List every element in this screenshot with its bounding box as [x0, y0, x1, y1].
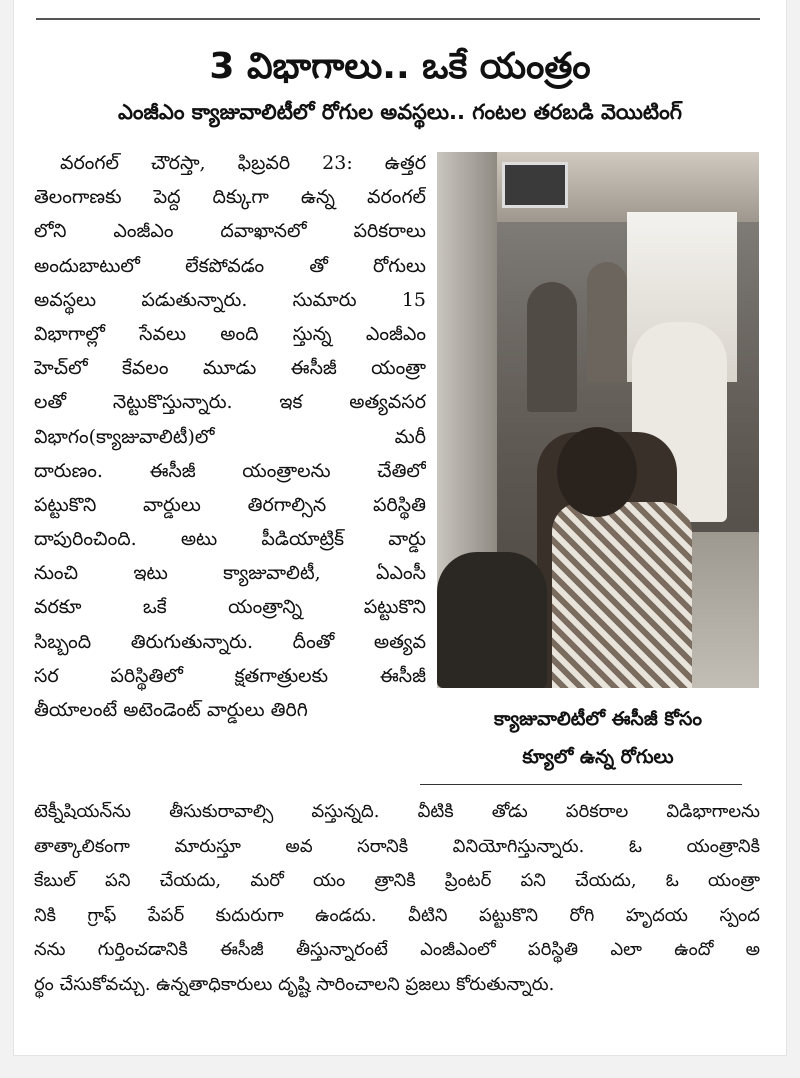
body-line: టెక్నీషియన్‌ను తీసుకురావాల్సి వస్తున్నది. వీటికి తోడు పరికరాల విడిభాగాలను	[34, 801, 760, 822]
photo-person	[527, 282, 577, 412]
article-headline: 3 విభాగాలు.. ఒకే యంత్రం	[209, 46, 591, 87]
body-line: తీయాలంటే అటెండెంట్ వార్డులు తిరిగి	[34, 699, 308, 721]
photo-caption-line: క్యూలో ఉన్న రోగులు	[522, 746, 674, 768]
body-line: కేబుల్ పని చేయదు, మరో యం త్రానికి ప్రింటర్ పని చేయదు, ఓ యంత్రా	[34, 870, 760, 892]
article-subheadline: ఎంజీఎం క్యాజువాలిటీలో రోగుల అవస్థలు.. గంటల తరబడి వెయిటింగ్	[117, 100, 683, 124]
caption-divider-rule	[420, 784, 742, 785]
body-line: లతో నెట్టుకొస్తున్నారు. ఇక అత్యవసర	[34, 391, 426, 414]
body-line: హెచ్‌లో కేవలం మూడు ఈసీజీ యంత్రా	[34, 357, 426, 380]
body-line: తాత్కాలికంగా మారుస్తూ అవ సరానికి వినియోగిస్తున్నారు. ఓ యంత్రానికి	[34, 835, 760, 857]
photo-caption	[437, 700, 759, 776]
body-line: అందుబాటులో లేకపోవడం తో రోగులు	[34, 254, 426, 277]
photo-person	[437, 552, 547, 688]
article-photo	[437, 152, 759, 688]
body-line: వరంగల్ చౌరస్తా, ఫిబ్రవరి 23: ఉత్తర	[60, 152, 426, 174]
photo-person-head	[557, 427, 637, 517]
body-line: విభాగం(క్యాజువాలిటీ)లో మరీ	[34, 425, 426, 448]
cut-off-text-fragment	[95, 0, 655, 10]
photo-sign	[502, 162, 568, 208]
body-line: నుంచి ఇటు క్యాజువాలిటీ, ఏఎంసీ	[34, 562, 426, 585]
body-line: సర పరిస్థితిలో క్షతగాత్రులకు ఈసీజీ	[34, 664, 426, 687]
photo-checked-shirt	[552, 502, 692, 688]
body-line: అవస్థలు పడుతున్నారు. సుమారు 15	[34, 288, 426, 311]
body-line: సిబ్బంది తిరుగుతున్నారు. దీంతో అత్యవ	[34, 630, 426, 653]
photo-person	[587, 262, 627, 382]
full-width-text	[34, 795, 760, 1003]
left-text-column	[34, 146, 426, 727]
top-divider-rule	[36, 18, 760, 20]
body-line: విభాగాల్లో సేవలు అంది స్తున్న ఎంజీఎం	[34, 322, 426, 345]
body-line: లోని ఎంజీఎం దవాఖానలో పరికరాలు	[34, 220, 426, 243]
body-line: నను గుర్తించడానికి ఈసీజీ తీస్తున్నారంటే ఎంజీఎంలో పరిస్థితి ఎలా ఉందో అ	[34, 939, 760, 961]
photo-caption-line: క్యాజువాలిటీలో ఈసీజీ కోసం	[493, 708, 703, 730]
body-line: పట్టుకొని వార్డులు తిరగాల్సిన పరిస్థితి	[34, 493, 426, 516]
body-line: వరకూ ఒకే యంత్రాన్ని పట్టుకొని	[34, 596, 426, 619]
body-line: దాపురించింది. అటు పీడియాట్రిక్ వార్డు	[34, 528, 426, 551]
body-line: నికి గ్రాఫ్ పేపర్ కుదురుగా ఉండదు. వీటిని పట్టుకొని రోగి హృదయ స్పంద	[34, 904, 760, 926]
body-line: తెలంగాణకు పెద్ద దిక్కుగా ఉన్న వరంగల్	[34, 186, 426, 209]
body-line: ర్థం చేసుకోవచ్చు. ఉన్నతాధికారులు దృష్టి సారించాలని ప్రజలు కోరుతున్నారు.	[34, 973, 555, 995]
body-line: దారుణం. ఈసీజీ యంత్రాలను చేతిలో	[34, 459, 426, 482]
